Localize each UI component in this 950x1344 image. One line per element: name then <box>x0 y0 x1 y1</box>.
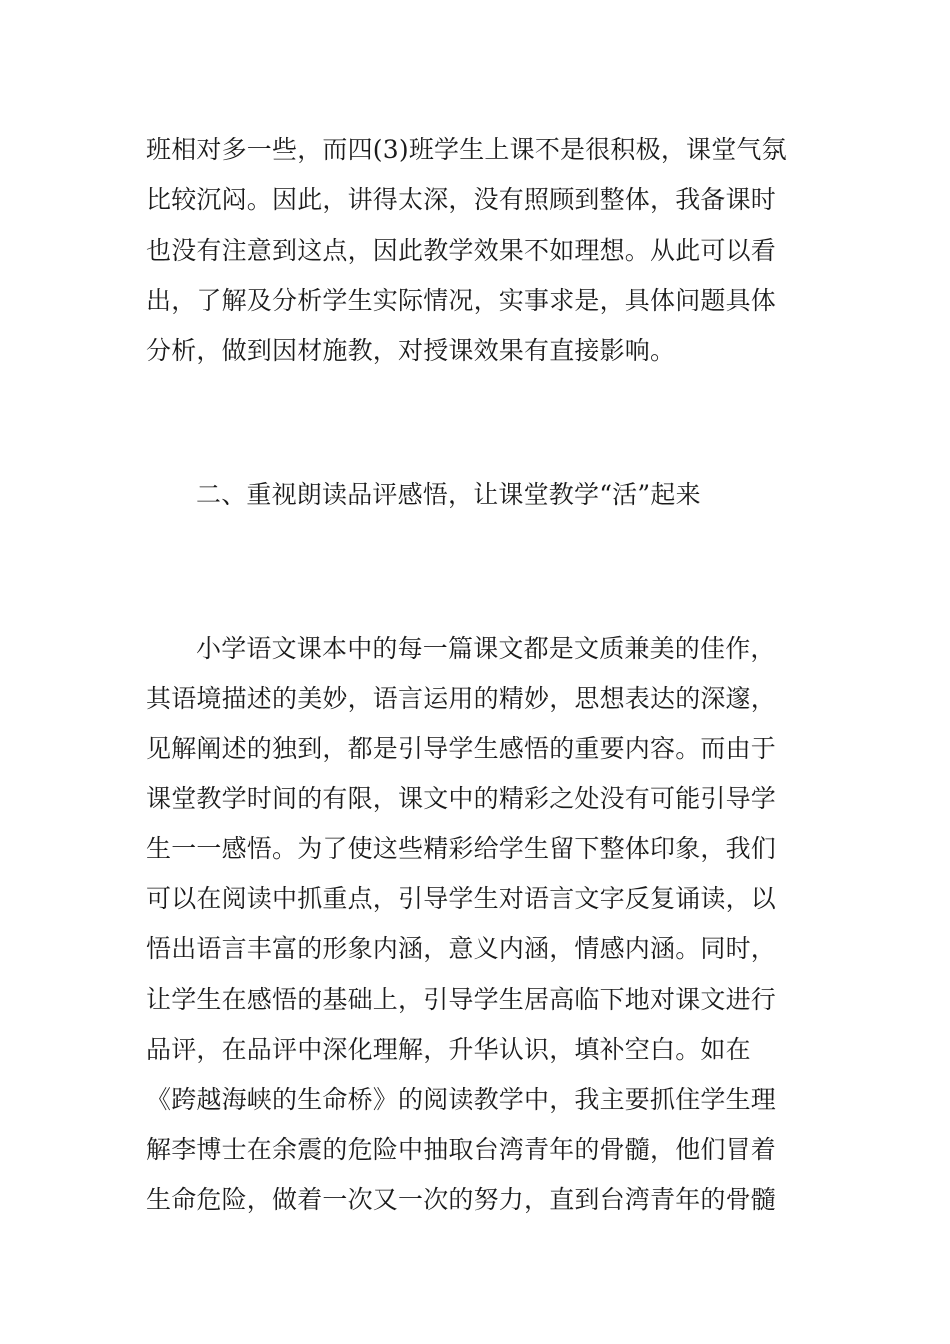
paragraph-1-line: 分析，做到因材施教，对授课效果有直接影响。 <box>146 336 676 365</box>
paragraph-2-line: 其语境描述的美妙，语言运用的精妙，思想表达的深邃， <box>146 684 777 713</box>
paragraph-2-line: 课堂教学时间的有限，课文中的精彩之处没有可能引导学 <box>146 784 777 813</box>
paragraph-2-line: 生命危险，做着一次又一次的努力，直到台湾青年的骨髓 <box>146 1185 777 1214</box>
paragraph-2-line: 解李博士在余震的危险中抽取台湾青年的骨髓，他们冒着 <box>146 1135 777 1164</box>
paragraph-2-line: 品评，在品评中深化理解，升华认识，填补空白。如在 <box>146 1035 751 1064</box>
paragraph-2-line: 小学语文课本中的每一篇课文都是文质兼美的佳作， <box>196 634 776 663</box>
paragraph-2-line: 悟出语言丰富的形象内涵，意义内涵，情感内涵。同时， <box>146 934 777 963</box>
paragraph-1-line: 也没有注意到这点，因此教学效果不如理想。从此可以看 <box>146 236 777 265</box>
paragraph-1-line: 比较沉闷。因此，讲得太深，没有照顾到整体，我备课时 <box>146 185 777 214</box>
paragraph-2-line: 生一一感悟。为了使这些精彩给学生留下整体印象，我们 <box>146 834 777 863</box>
paragraph-2-line: 见解阐述的独到，都是引导学生感悟的重要内容。而由于 <box>146 734 777 763</box>
paragraph-1-line: 出，了解及分析学生实际情况，实事求是，具体问题具体 <box>146 286 777 315</box>
section-heading: 二、重视朗读品评感悟，让课堂教学“活”起来 <box>196 480 701 509</box>
paragraph-2-line: 《跨越海峡的生命桥》的阅读教学中，我主要抓住学生理 <box>146 1085 777 1114</box>
paragraph-2-line: 可以在阅读中抓重点，引导学生对语言文字反复诵读，以 <box>146 884 777 913</box>
paragraph-2-line: 让学生在感悟的基础上，引导学生居高临下地对课文进行 <box>146 985 777 1014</box>
paragraph-1-line: 班相对多一些，而四(3)班学生上课不是很积极，课堂气氛 <box>146 135 787 164</box>
